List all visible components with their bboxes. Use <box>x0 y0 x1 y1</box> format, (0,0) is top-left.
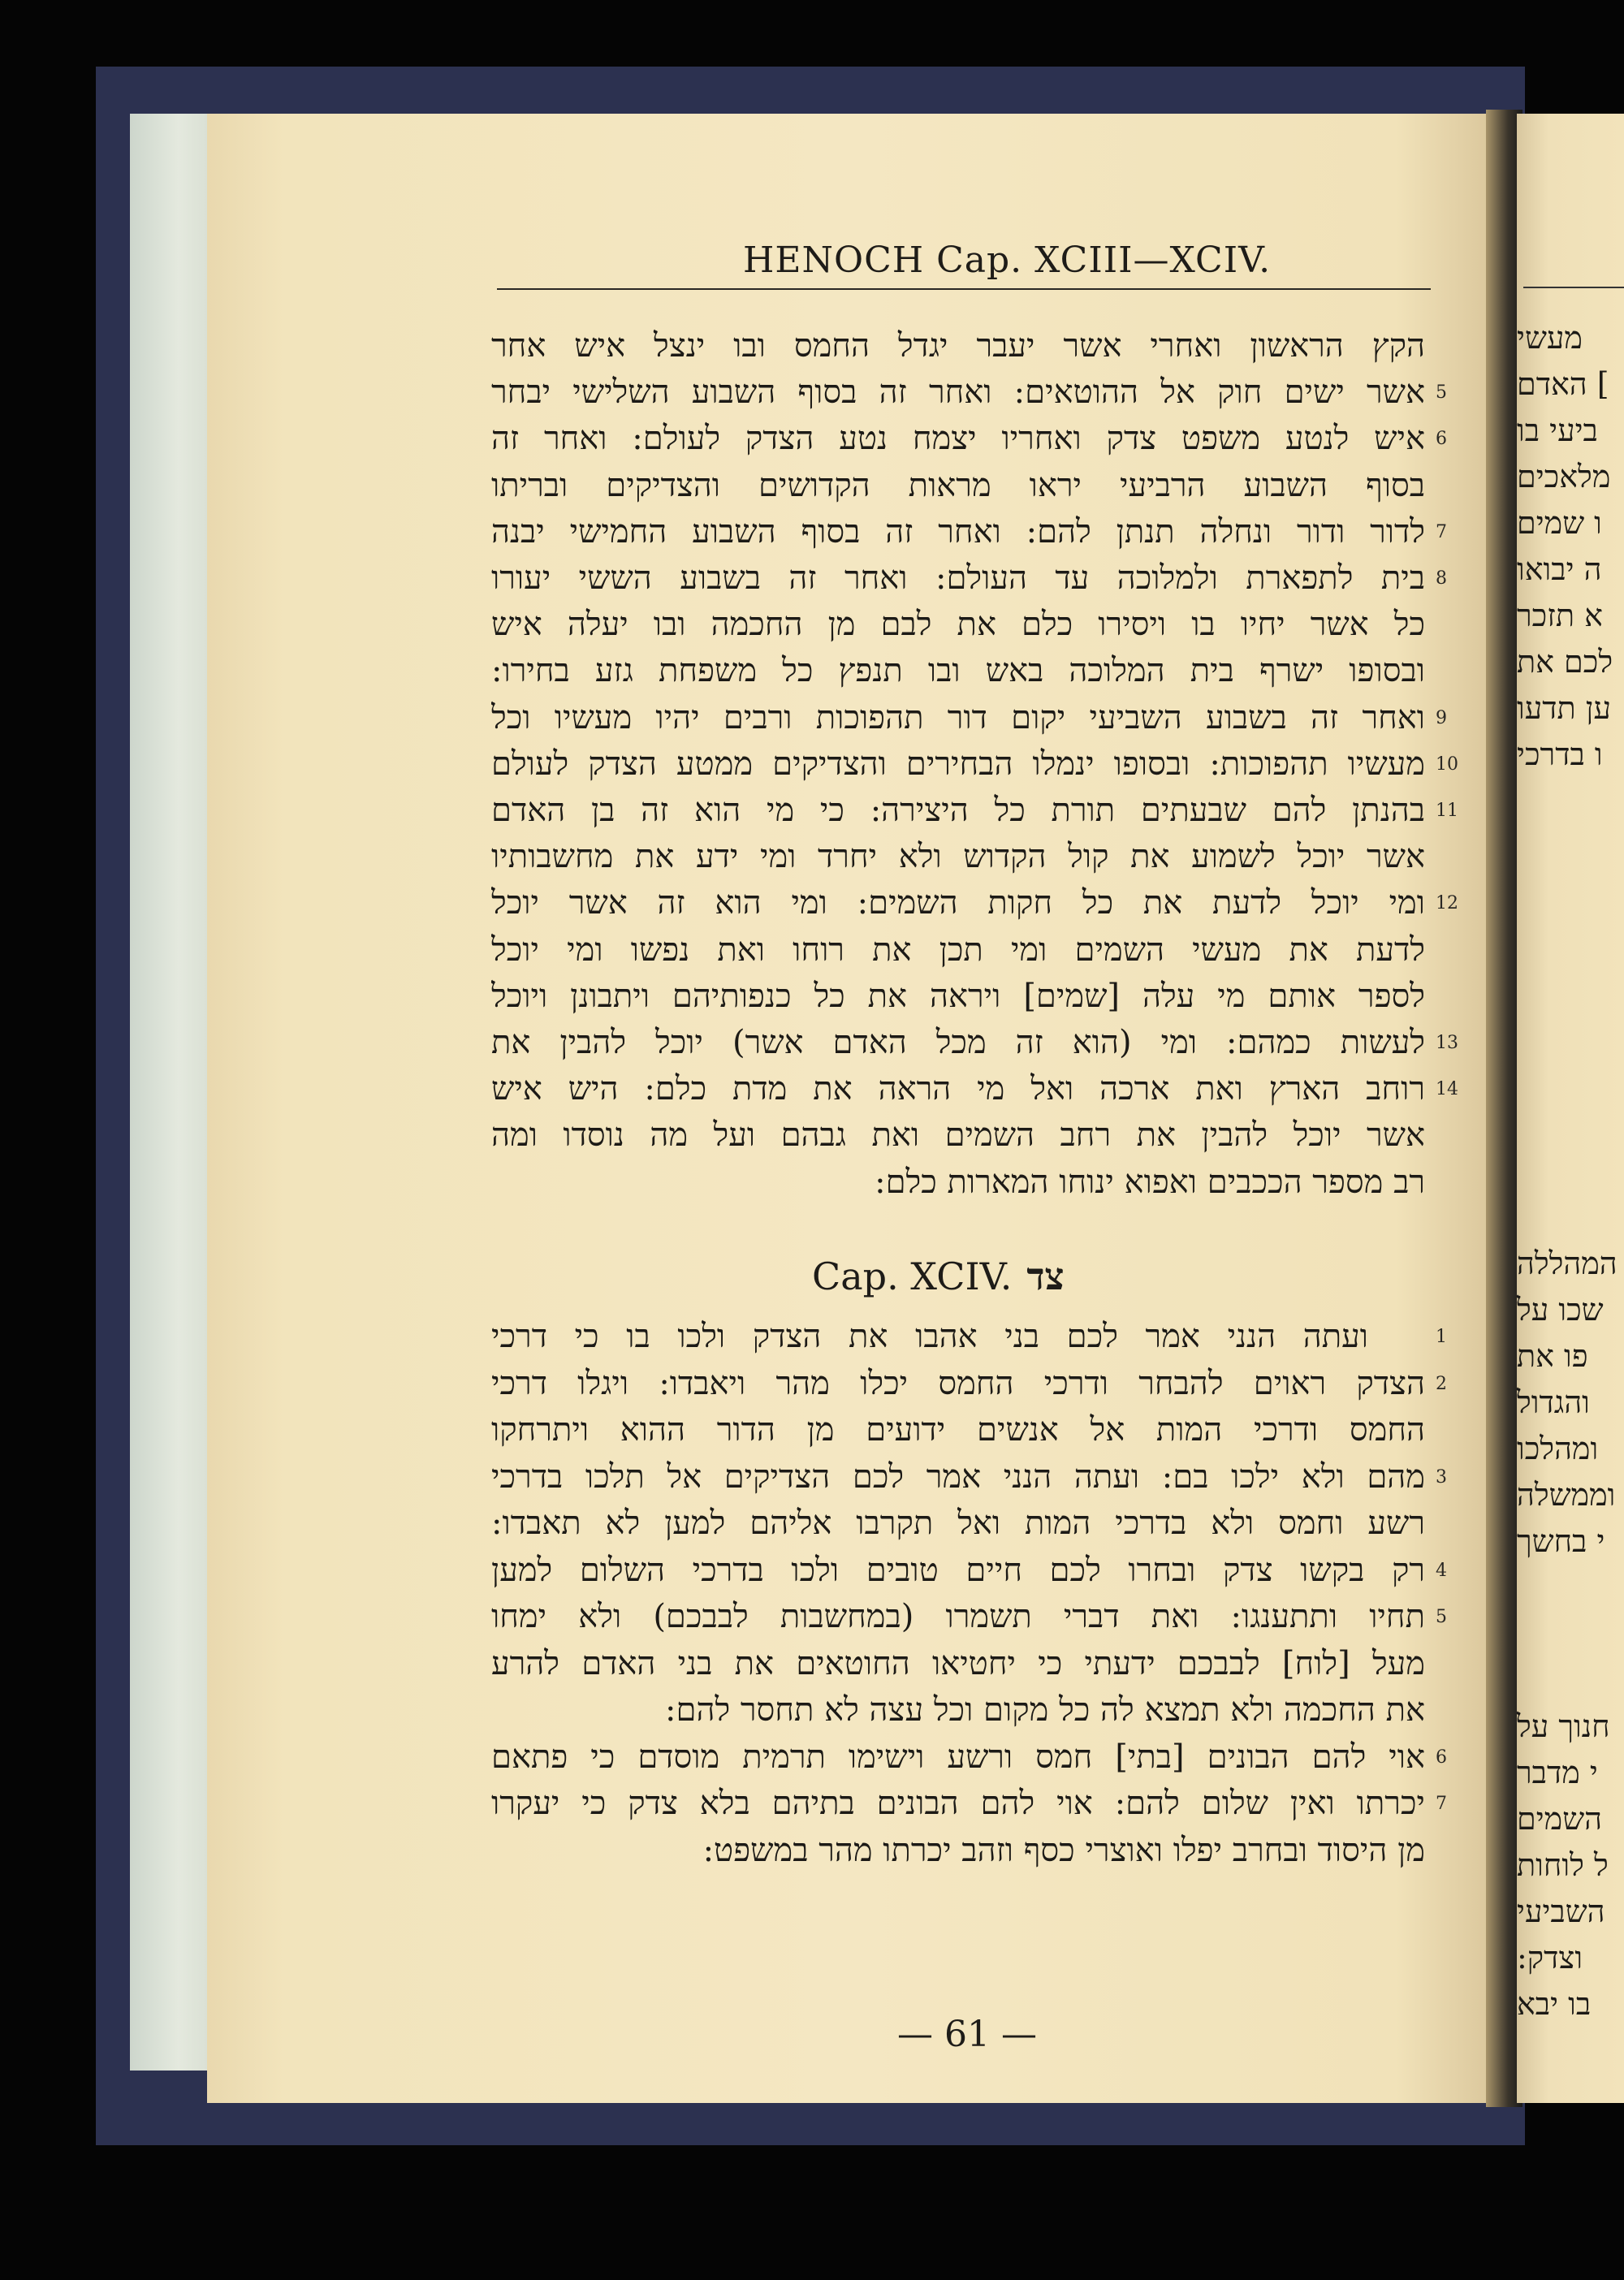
text-line: ועתה הנני אמר לכם בני אהבו את הצדק ולכו בו כי דרכי <box>491 1318 1368 1355</box>
text-line: אשר יוכל להבין את רחב השמים ואת גבהם ועל מה נוסדו ומה <box>491 1116 1425 1155</box>
next-page-line: והגדול <box>1517 1384 1590 1420</box>
verse-number: 6 <box>1436 429 1447 450</box>
next-page-line: ל לוחות <box>1517 1847 1609 1883</box>
verse-number: 6 <box>1436 1747 1447 1768</box>
next-page-line: השמים <box>1517 1801 1602 1837</box>
text-line: ומי יוכל לדעת את כל חקות השמים: ומי הוא זה אשר יוכל <box>491 884 1425 922</box>
text-line: יכרתו ואין שלום להם: אוי להם הבונים בתיהם בלא צדק כי יעקרו <box>491 1785 1425 1822</box>
next-page-line: לכם את <box>1517 644 1613 680</box>
next-page-line: ו שמים <box>1517 505 1602 541</box>
text-line: ובסופו ישרף בית המלוכה באש ובו תנפץ כל משפחת גזע בחירו: <box>491 652 1425 690</box>
verse-number: 11 <box>1436 801 1458 821</box>
next-page-line: י בחשך <box>1517 1523 1605 1559</box>
text-line: בסוף השבוע הרביעי יראו מראות הקדושים והצדיקים ובריתו <box>491 466 1425 504</box>
verse-number: 9 <box>1436 707 1447 728</box>
verse-number: 7 <box>1436 521 1447 542</box>
text-line: אשר ישים חוק אל ההוטאים: ואחר זה בסוף השבוע השלישי יבחר <box>491 374 1425 412</box>
header-rule <box>497 288 1431 290</box>
verse-number: 2 <box>1436 1373 1447 1394</box>
next-page-line: ביעי בו <box>1517 412 1598 448</box>
next-page-line: א תזכר <box>1517 598 1603 633</box>
next-page-line: המהללה <box>1517 1246 1618 1281</box>
next-page-line: מלאכים <box>1517 459 1611 494</box>
text-line: את החכמה ולא תמצא לה כל מקום וכל עצה לא תחסר להם: <box>665 1691 1425 1729</box>
text-line: כל אשר יחיו בו ויסירו כלם את לבם מן החכמה ובו יעלה איש <box>491 606 1425 644</box>
next-page-line: וממשלה <box>1517 1477 1616 1513</box>
verse-number: 13 <box>1436 1033 1458 1053</box>
verse-number: 12 <box>1436 893 1458 914</box>
next-page-line: שכו על <box>1517 1292 1604 1328</box>
verse-number: 7 <box>1436 1794 1447 1814</box>
chapter-heading <box>812 1254 1065 1298</box>
text-line: לעשות כמהם: ומי (הוא זה מכל האדם אשר) יוכל להבין את <box>491 1024 1425 1061</box>
text-line: הקץ הראשון ואחרי אשר יעבר יגדל החמס ובו ינצל איש אחר <box>491 327 1425 365</box>
verse-number: 8 <box>1436 568 1447 589</box>
next-page-line: השביעי <box>1517 1894 1605 1929</box>
verse-number: 3 <box>1436 1466 1447 1488</box>
chapter-heading-latin: Cap. XCIV. <box>812 1254 1013 1298</box>
verse-number: 10 <box>1436 754 1458 775</box>
verse-number: 14 <box>1436 1079 1458 1100</box>
text-line: בהנתן להם שבעתים תורת כל היצירה: כי מי הוא זה בן האדם <box>491 792 1425 829</box>
flyleaf-edge <box>130 114 211 2071</box>
text-line: תחיו ותתענגו: ואת דברי תשמרו (במחשבות לבבכם) ולא ימחו <box>491 1598 1425 1635</box>
next-page-line: ומהלכו <box>1517 1431 1599 1466</box>
next-page-line: בו יבא <box>1517 1986 1592 2022</box>
text-line: לדעת את מעשי השמים ומי תכן את רוחו ואת נפשו ומי יוכל <box>491 931 1425 969</box>
running-header: HENOCH Cap. XCIII—XCIV. <box>743 240 1272 281</box>
page-number: — 61 — <box>897 2014 1037 2055</box>
next-page-line: וצדק: <box>1517 1940 1583 1976</box>
verse-number: 5 <box>1436 1607 1447 1627</box>
text-line: אשר יוכל לשמוע את קול הקדוש ולא יחרד ומי ידע את מחשבותיו <box>491 838 1425 876</box>
next-page-line: פו את <box>1517 1338 1588 1374</box>
next-page-rule <box>1523 287 1624 288</box>
text-line: מעל [לוח] לבבכם ידעתי כי יחטיאו החוטאים את בני האדם להרע <box>491 1644 1425 1682</box>
text-line: מעשיו תהפוכות: ובסופו ינמלו הבחירים והצדיקים ממטע הצדק לעולם <box>491 745 1425 783</box>
verse-number: 5 <box>1436 382 1447 404</box>
next-page-line: ה יבואו <box>1517 551 1602 587</box>
text-line: בית לתפארת ולמלוכה עד העולם: ואחר זה בשבוע הששי יעורו <box>491 559 1425 597</box>
text-line: רוחב הארץ ואת ארכה ואל מי הראה את מדת כלם: היש איש <box>491 1070 1425 1108</box>
text-line: איש לנטע משפט צדק ואחריו יצמח נטע הצדק לעולם: ואחר זה <box>491 420 1425 458</box>
text-line: החמס ודרכי המות אל אנשים ידועים מן הדור ההוא ויתרחקו <box>491 1411 1425 1449</box>
text-line: רק בקשו צדק ובחרו לכם חיים טובים ולכו בדרכי השלום למען <box>491 1551 1425 1589</box>
text-line: לדור ודור ונחלה תנתן להם: ואחר זה בסוף השבוע החמישי יבנה <box>491 512 1425 551</box>
text-line: ואחר זה בשבוע השביעי יקום דור תהפוכות ורבים יהיו מעשיו וכל <box>491 698 1425 736</box>
next-page-line: ] האדם <box>1517 366 1609 402</box>
text-line: רשע וחמס ולא בדרכי המות ואל תקרבו אליהם למען לא תאבדו: <box>491 1505 1425 1542</box>
text-line: הצדק ראוים להבחר ודרכי החמס יכלו מהר ויאבדו: ויגלו דרכי <box>491 1364 1425 1402</box>
next-page-line: ו בדרכי <box>1517 736 1603 772</box>
next-page-line: י מדבר <box>1517 1755 1598 1790</box>
verse-number: 1 <box>1436 1327 1447 1347</box>
next-page-line: חנוך על <box>1517 1708 1610 1744</box>
verse-number: 4 <box>1436 1560 1447 1581</box>
text-line: רב מספר הככבים ואפוא ינוחו המארות כלם: <box>875 1163 1425 1201</box>
next-page-line: מעשי <box>1517 320 1583 356</box>
next-page-edge <box>1517 114 1624 2103</box>
next-page-line: ען תדעו <box>1517 690 1611 726</box>
text-line: מן היסוד ובחרב יפלו ואוצרי כסף וזהב יכרתו מהר במשפט: <box>702 1831 1425 1869</box>
text-line: אוי להם הבונים [בתי] חמס ורשע וישימו תרמית מוסדם כי פתאם <box>491 1738 1425 1776</box>
text-line: מהם ולא ילכו בם: ועתה הנני אמר לכם הצדיקים אל תלכו בדרכי <box>491 1457 1425 1496</box>
chapter-heading-hebrew: צד <box>1026 1254 1065 1298</box>
text-line: לספר אותם מי עלה [שמים] ויראה את כל כנפותיהם ויתבונן ויוכל <box>491 977 1425 1015</box>
